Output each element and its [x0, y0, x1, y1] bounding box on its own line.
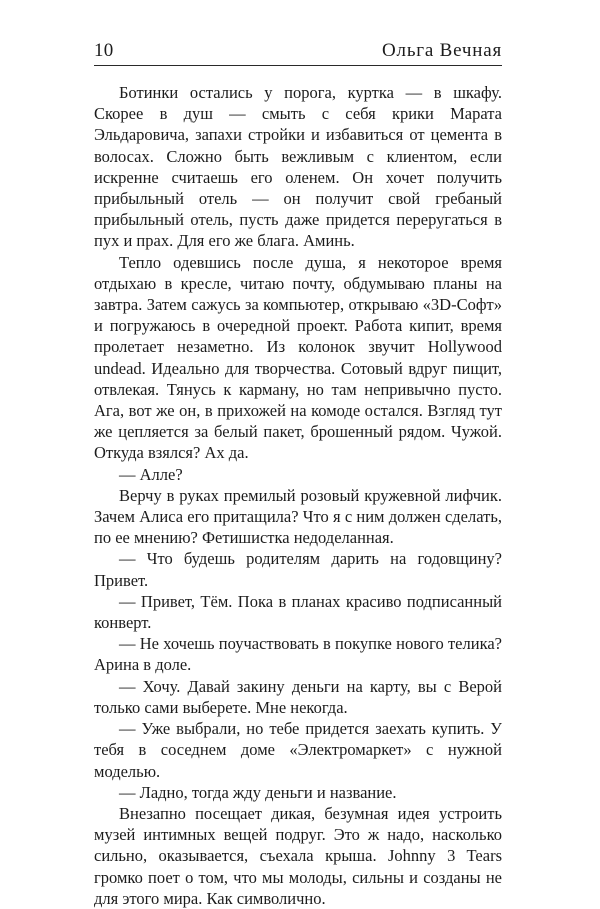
- dialogue-line: — Привет, Тём. Пока в планах красиво подписанный конверт.: [94, 591, 502, 633]
- paragraph: Тепло одевшись после душа, я некоторое время отдыхаю в кресле, читаю почту, обдумываю планы на завтра. Затем сажусь за компьютер, открываю «3D-Софт» и погружаюсь в очередной проект. Работа кипит, время пролетает незаметно. Из колонок звучит Hollywood undead. Идеально для творчества. Сотовый вдруг пищит, отвлекая. Тянусь к карману, но там непривычно пусто. Ага, вот же он, в прихожей на комоде остался. Взгляд тут же цепляется за белый пакет, брошенный рядом. Чужой. Откуда взялся? Ах да.: [94, 252, 502, 463]
- running-title: Ольга Вечная: [382, 40, 502, 61]
- paragraph: Верчу в руках премилый розовый кружевной лифчик. Зачем Алиса его притащила? Что я с ним должен сделать, по ее мнению? Фетишистка недоделанная.: [94, 485, 502, 548]
- dialogue-line: — Ладно, тогда жду деньги и название.: [119, 782, 397, 802]
- paragraph: Внезапно посещает дикая, безумная идея устроить музей интимных вещей подруг. Это ж надо, насколько сильно, оказывается, съехала крыша. Johnny 3 Tears громко поет о том, что мы молоды, сильны и созданы не для этого мира. Как символично.: [94, 803, 502, 908]
- dialogue-line: — Уже выбрали, но тебе придется заехать купить. У тебя в соседнем доме «Электромаркет» с нужной моделью.: [94, 719, 502, 781]
- page-number: 10: [94, 40, 114, 61]
- body-text: [94, 82, 502, 909]
- dialogue-line: — Алле?: [119, 464, 183, 484]
- dialogue-line: — Хочу. Давай закину деньги на карту, вы с Верой только сами выберете. Мне некогда.: [94, 676, 502, 717]
- paragraph: Ботинки остались у порога, куртка — в шкафу. Скорее в душ — смыть с себя крики Марата Эльдаровича, запахи стройки и избавиться от цемента в волосах. Сложно быть вежливым с клиентом, если искренне считаешь его оленем. Он хочет получить прибыльный отель — он получит свой гребаный прибыльный отель, пусть даже придется переругаться в пух и прах. Для его же блага. Аминь.: [94, 83, 502, 251]
- dialogue-line: — Что будешь родителям дарить на годовщину? Привет.: [94, 549, 502, 590]
- dialogue-line: — Не хочешь поучаствовать в покупке нового телика? Арина в доле.: [94, 634, 502, 675]
- page-header: [94, 38, 502, 62]
- header-divider: [94, 65, 502, 66]
